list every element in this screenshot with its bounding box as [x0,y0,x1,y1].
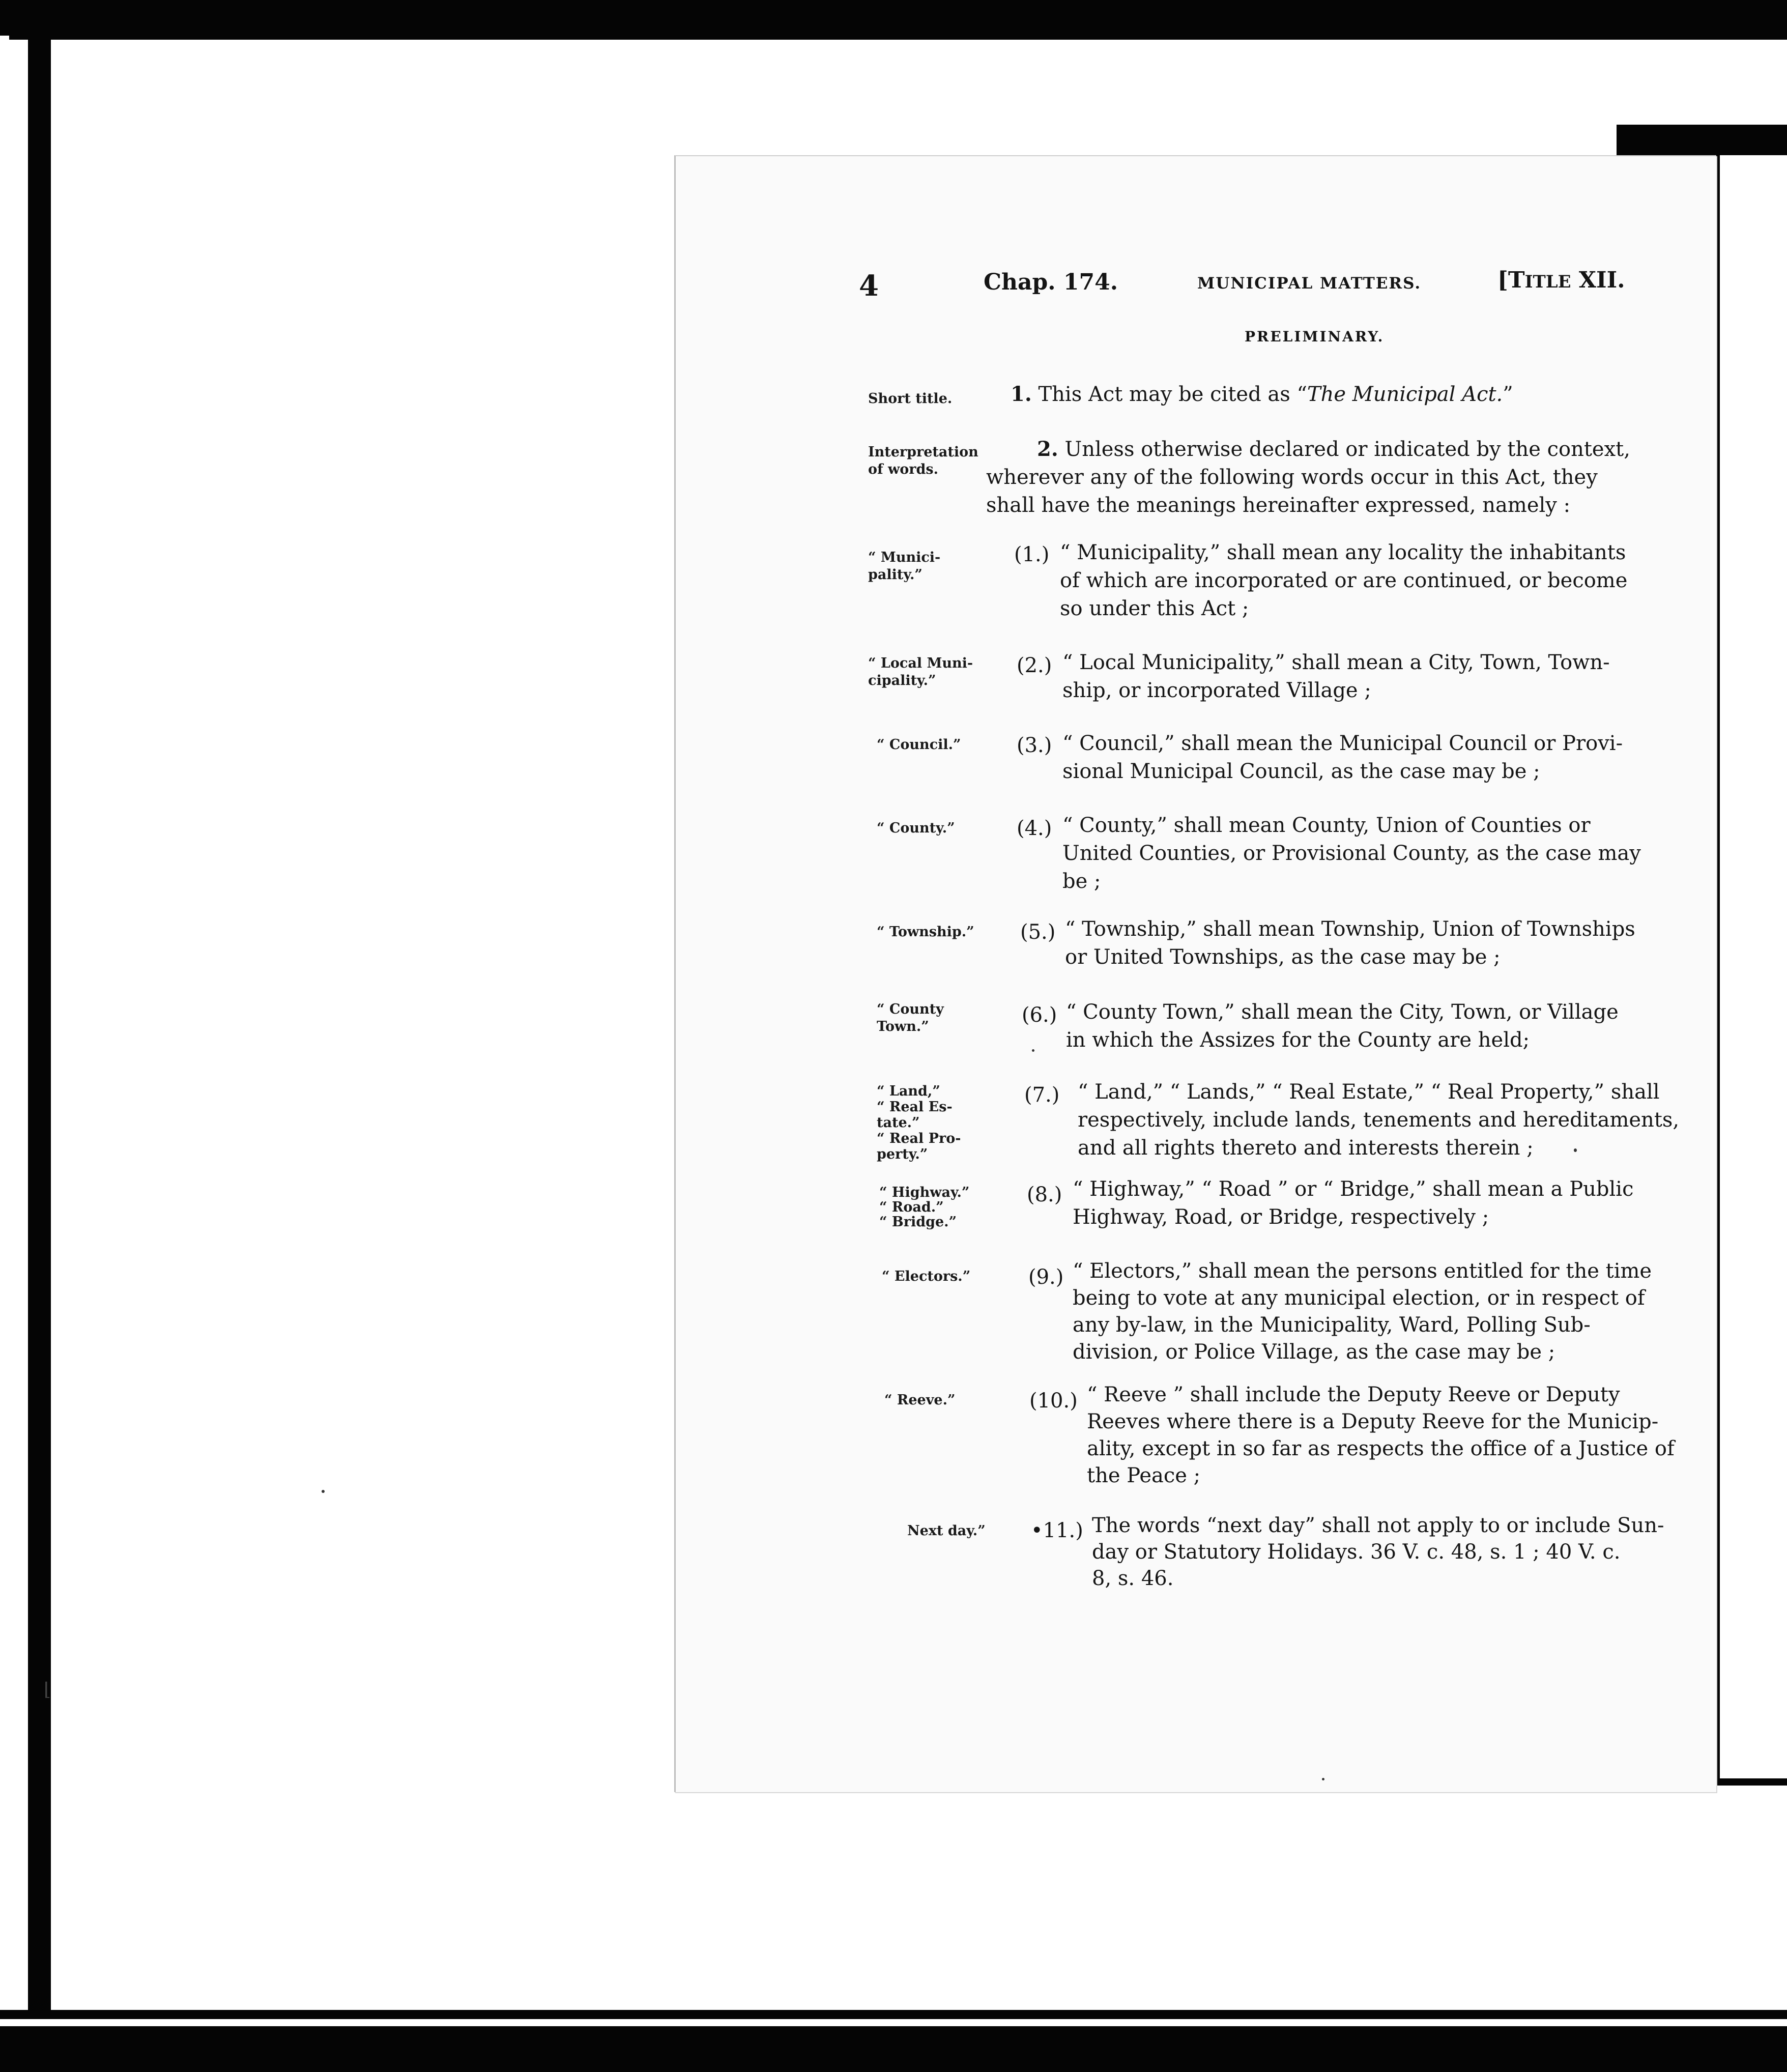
definition-line: Highway, Road, or Bridge, respectively ; [1073,1205,1489,1229]
definition-line: any by-law, in the Municipality, Ward, Polling Sub- [1073,1313,1591,1337]
definition-council [1062,730,1623,786]
margin-line: “ Electors.” [882,1269,971,1284]
margin-note-land [877,1083,961,1162]
definition-number: (8.) [1027,1183,1062,1206]
definition-line: Reeves where there is a Deputy Reeve for the Municip- [1087,1410,1659,1433]
definition-township [1065,915,1635,971]
title-small-caps: ITLE [1524,272,1571,292]
definition-line: “ Land,” “ Lands,” “ Real Estate,” “ Real Property,” shall [1078,1080,1660,1104]
margin-note-next-day [907,1522,986,1540]
definition-line: The words “next day” shall not apply to or include Sun- [1092,1514,1664,1537]
definition-number: (7.) [1024,1083,1060,1107]
margin-line: “ Real Pro- [877,1131,961,1146]
margin-note-reeve [884,1392,956,1409]
margin-line: “ Munici- [868,550,941,565]
margin-note-local-municipality [868,655,973,689]
definition-next-day [1092,1512,1664,1592]
page-number: 4 [859,269,879,303]
margin-line: “ Township.” [877,924,974,940]
definition-electors [1073,1258,1652,1366]
margin-line: “ County [877,1001,944,1017]
definition-highway [1073,1175,1634,1231]
margin-line: “ Reeve.” [884,1392,956,1408]
definition-line: “ Township,” shall mean Township, Union of Townships [1065,917,1635,941]
section-number: 2. [1037,437,1058,461]
definition-line: be ; [1062,870,1101,893]
definition-number: (9.) [1028,1265,1064,1289]
section-line: shall have the meanings hereinafter expressed, namely : [986,494,1571,517]
section-2 [986,435,1630,520]
definition-line: “ County Town,” shall mean the City, Town, or Village [1066,1000,1619,1024]
margin-note-township [877,924,974,941]
definition-line: of which are incorporated or are continued, or become [1060,569,1628,592]
definition-county [1062,812,1641,896]
scan-margin-left [0,36,9,2015]
definition-number: (1.) [1014,543,1050,566]
margin-line: “ Local Muni- [868,655,973,671]
section-heading: PRELIMINARY. [1245,328,1385,345]
margin-line: Town.” [877,1019,929,1034]
definition-number: (2.) [1017,654,1052,677]
definition-number: (10.) [1029,1389,1078,1413]
definition-line: sional Municipal Council, as the case may be ; [1062,760,1540,783]
margin-note-county-town [877,1001,944,1035]
chapter-label: Chap. 174. [984,269,1118,295]
document-page [674,155,1716,1792]
margin-line: tate.” [877,1115,920,1131]
definition-line: being to vote at any municipal election, or in respect of [1073,1286,1645,1310]
definition-line: ality, except in so far as respects the office of a Justice of [1087,1437,1675,1460]
section-1 [1011,380,1513,409]
definition-local-municipality [1062,649,1610,705]
definition-municipality [1060,539,1627,623]
print-speck [1032,1049,1034,1052]
title-number: XII. [1571,267,1625,293]
running-title: MUNICIPAL MATTERS. [1197,274,1422,293]
margin-note-short-title: Short title. [868,391,953,407]
definition-line: in which the Assizes for the County are held; [1066,1028,1530,1052]
margin-line: “ Land,” [877,1083,940,1099]
print-speck [1322,1778,1324,1780]
act-title: The Municipal Act. [1307,383,1503,406]
margin-line: “ Road.” [879,1199,944,1215]
definition-line: and all rights thereto and interests therein ; [1078,1136,1534,1160]
margin-line: Next day.” [907,1523,986,1539]
margin-line: “ Highway.” [879,1185,970,1200]
definition-line: “ Council,” shall mean the Municipal Council or Provi- [1062,732,1623,755]
adjacent-page-edge-top [1617,125,1787,155]
margin-line: of words. [868,462,938,477]
title-bracket: [T [1497,267,1525,293]
definition-number: (4.) [1017,817,1052,840]
definition-county-town [1066,998,1619,1054]
section-text-end: ” [1503,383,1513,406]
definition-number: (5.) [1020,920,1056,944]
definition-line: “ Reeve ” shall include the Deputy Reeve or Deputy [1087,1383,1620,1406]
margin-line: Interpretation [868,444,978,460]
scan-border-bottom-line [0,2019,1787,2026]
definition-line: “ Local Municipality,” shall mean a City, Town, Town- [1062,651,1610,674]
margin-note-highway [879,1185,969,1229]
section-number: 1. [1011,382,1032,406]
definition-number: (3.) [1017,734,1052,757]
definition-line: “ County,” shall mean County, Union of Counties or [1062,814,1591,837]
margin-line: perty.” [877,1146,928,1162]
scan-mark: ⌊ [44,1679,51,1700]
margin-note-council [877,736,961,754]
margin-note-county [877,820,955,837]
section-text: Unless otherwise declared or indicated by the context, [1064,438,1630,461]
margin-line: “ Council.” [877,737,961,753]
margin-line: “ County.” [877,820,955,836]
definition-reeve [1087,1382,1675,1489]
definition-number: (6.) [1022,1003,1057,1027]
margin-line: cipality.” [868,673,936,688]
definition-line: “ Highway,” “ Road ” or “ Bridge,” shall mean a Public [1073,1177,1634,1201]
section-line [986,435,1630,464]
definition-line: 8, s. 46. [1092,1567,1174,1590]
definition-line: United Counties, or Provisional County, as the case may [1062,842,1641,865]
margin-line: “ Real Es- [877,1099,953,1115]
print-speck [1574,1148,1577,1152]
margin-note-electors [882,1268,970,1285]
definition-line: the Peace ; [1087,1464,1201,1487]
definition-line: “ Electors,” shall mean the persons entitled for the time [1073,1259,1652,1283]
definition-line: so under this Act ; [1060,597,1249,620]
definition-line: division, or Police Village, as the case may be ; [1073,1340,1555,1364]
definition-land [1078,1078,1679,1162]
section-text: This Act may be cited as “ [1038,383,1307,406]
scan-speck [322,1490,325,1493]
definition-line: “ Municipality,” shall mean any locality the inhabitants [1060,541,1626,564]
definition-line: ship, or incorporated Village ; [1062,679,1371,702]
section-line: wherever any of the following words occur in this Act, they [986,466,1598,489]
margin-line: pality.” [868,567,923,583]
margin-note-interpretation [868,444,978,478]
scan-border-left [28,36,51,2020]
definition-line: day or Statutory Holidays. 36 V. c. 48, s. 1 ; 40 V. c. [1092,1540,1621,1564]
definition-number: •11.) [1031,1519,1083,1542]
definition-line: respectively, include lands, tenements and hereditaments, [1078,1108,1680,1132]
margin-line: “ Bridge.” [879,1214,957,1230]
scan-border-top [0,0,1787,40]
margin-note-municipality [868,549,940,584]
definition-line: or United Townships, as the case may be ; [1065,945,1501,969]
title-reference [1497,267,1625,293]
